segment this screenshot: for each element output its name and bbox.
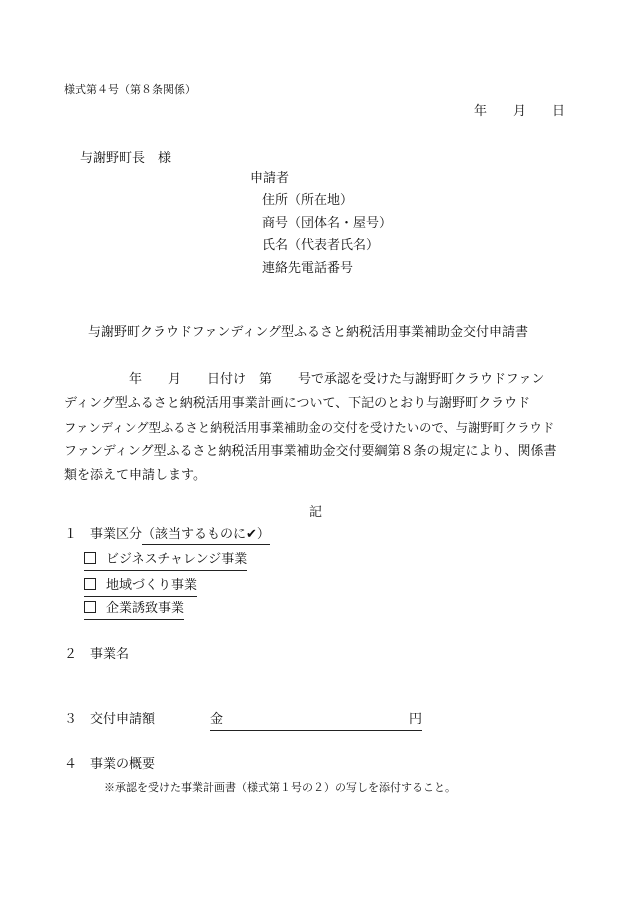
option-label: ビジネスチャレンジ事業: [106, 552, 248, 567]
applicant-name: 氏名（代表者氏名）: [262, 238, 380, 253]
section-4-label: ４ 事業の概要: [64, 757, 156, 772]
body-line: ファンディング型ふるさと納税活用事業補助金交付要綱第８条の規定により、関係書: [64, 444, 557, 459]
applicant-address: 住所（所在地）: [262, 193, 354, 208]
checkbox[interactable]: [84, 601, 96, 613]
option-business-challenge[interactable]: [84, 552, 247, 571]
amount-yen: 円: [408, 712, 422, 727]
applicant-trade-name: 商号（団体名・屋号）: [262, 216, 393, 231]
checkbox[interactable]: [84, 578, 96, 590]
option-label: 地域づくり事業: [106, 578, 198, 593]
section-1-note: （該当するものに✔）: [142, 527, 270, 545]
option-label: 企業誘致事業: [106, 601, 185, 616]
form-number: 様式第４号（第８条関係）: [64, 83, 196, 96]
document-title: 与謝野町クラウドファンディング型ふるさと納税活用事業補助金交付申請書: [88, 325, 529, 340]
applicant-phone: 連絡先電話番号: [262, 261, 354, 276]
option-business-attraction[interactable]: [84, 601, 184, 620]
body-paragraph: [64, 368, 570, 488]
addressee: 与謝野町長 様: [80, 151, 172, 166]
section-2-label: ２ 事業名: [64, 647, 130, 662]
attachment-note: ※承認を受けた事業計画書（様式第１号の２）の写しを添付すること。: [104, 781, 456, 794]
section-1: [64, 527, 270, 543]
section-1-label: １ 事業区分: [64, 527, 143, 542]
body-line: ファンディング型ふるさと納税活用事業補助金の交付を受けたいので、与謝野町クラウド: [64, 421, 555, 435]
body-line: 年 月 日付け 第 号で承認を受けた与謝野町クラウドファン: [64, 372, 545, 387]
date-line: 年 月 日: [474, 104, 566, 119]
ki-heading: 記: [309, 505, 323, 520]
body-line: ディング型ふるさと納税活用事業計画について、下記のとおり与謝野町クラウド: [64, 396, 531, 411]
option-regional-development[interactable]: [84, 578, 197, 597]
amount-kin: 金: [210, 712, 224, 727]
applicant-title: 申請者: [250, 171, 290, 186]
amount-field[interactable]: [210, 712, 422, 731]
body-line: 類を添えて申請します。: [64, 468, 206, 483]
section-3-label: ３ 交付申請額: [64, 712, 156, 727]
checkbox[interactable]: [84, 552, 96, 564]
